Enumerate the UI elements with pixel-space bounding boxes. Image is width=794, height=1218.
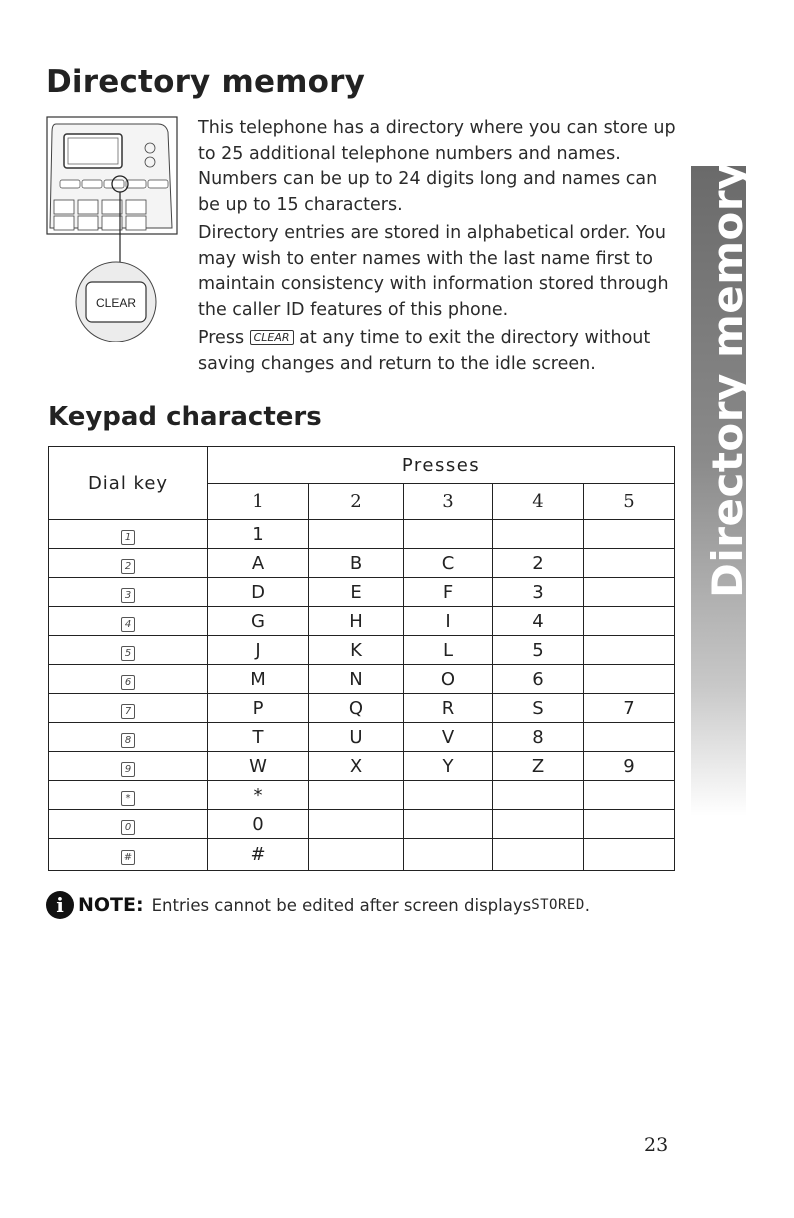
dial-key-cell (49, 781, 208, 810)
clear-key-icon: CLEAR (250, 330, 294, 345)
dial-key-cell (49, 810, 208, 839)
table-row (49, 810, 675, 839)
dial-key-icon: 0 (121, 820, 135, 835)
dial-key-icon: 9 (121, 762, 135, 777)
character-cell: Y (404, 752, 493, 781)
character-cell: F (404, 578, 493, 607)
character-cell (584, 578, 675, 607)
character-cell (309, 781, 404, 810)
character-cell (584, 665, 675, 694)
dial-key-cell (49, 520, 208, 549)
press-number-header: 3 (404, 484, 493, 520)
dial-key-icon: # (121, 850, 135, 865)
character-cell: M (208, 665, 309, 694)
character-cell: K (309, 636, 404, 665)
character-cell: W (208, 752, 309, 781)
table-row (49, 636, 675, 665)
dial-key-icon: 8 (121, 733, 135, 748)
character-cell (584, 781, 675, 810)
note: i NOTE: Entries cannot be edited after screen displays STORED . (46, 891, 590, 919)
character-cell: V (404, 723, 493, 752)
character-cell: P (208, 694, 309, 723)
character-cell: 5 (493, 636, 584, 665)
dial-key-icon: 3 (121, 588, 135, 603)
note-text: Entries cannot be edited after screen displays (151, 895, 532, 915)
press-number-header: 2 (309, 484, 404, 520)
page-number: 23 (644, 1134, 669, 1156)
character-cell: H (309, 607, 404, 636)
page-title: Directory memory (46, 64, 366, 100)
character-cell: C (404, 549, 493, 578)
character-cell (404, 810, 493, 839)
character-cell: O (404, 665, 493, 694)
character-cell (584, 549, 675, 578)
dial-key-icon: 2 (121, 559, 135, 574)
paragraph-capacity: This telephone has a directory where you can store up to 25 additional telephone numbers and names. Numbers can be up to 24 digits long and names can be up to 15 characters. (198, 118, 676, 215)
table-row (49, 781, 675, 810)
character-cell (584, 636, 675, 665)
character-cell: * (208, 781, 309, 810)
character-cell: L (404, 636, 493, 665)
character-cell: # (208, 839, 309, 871)
character-cell: 9 (584, 752, 675, 781)
character-cell (309, 810, 404, 839)
character-cell (309, 520, 404, 549)
dial-key-icon: 7 (121, 704, 135, 719)
dial-key-cell (49, 694, 208, 723)
note-display-word: STORED (531, 897, 585, 913)
character-cell (404, 781, 493, 810)
character-cell: 0 (208, 810, 309, 839)
character-cell: A (208, 549, 309, 578)
character-cell: J (208, 636, 309, 665)
character-cell (584, 607, 675, 636)
character-cell (493, 839, 584, 871)
dial-key-cell (49, 665, 208, 694)
table-row (49, 839, 675, 871)
character-cell: 3 (493, 578, 584, 607)
character-cell: D (208, 578, 309, 607)
dial-key-cell (49, 839, 208, 871)
section-title: Keypad characters (48, 402, 322, 432)
keypad-characters-table (48, 446, 675, 871)
character-cell (584, 839, 675, 871)
character-cell (584, 723, 675, 752)
side-tab-label: Directory memory (703, 162, 752, 598)
paragraph-order: Directory entries are stored in alphabetical order. You may wish to enter names with the last name first to maintain consistency with information stored through the caller ID features of this phone. (198, 223, 669, 320)
phone-keypad-illustration (46, 116, 178, 342)
table-row (49, 665, 675, 694)
character-cell (493, 810, 584, 839)
character-cell: 1 (208, 520, 309, 549)
dial-key-cell (49, 723, 208, 752)
note-label: NOTE: (78, 894, 144, 916)
character-cell (584, 520, 675, 549)
dial-key-icon: 5 (121, 646, 135, 661)
press-number-header: 4 (493, 484, 584, 520)
character-cell: 2 (493, 549, 584, 578)
character-cell: 4 (493, 607, 584, 636)
table-row (49, 607, 675, 636)
dial-key-cell (49, 549, 208, 578)
character-cell: I (404, 607, 493, 636)
presses-header: Presses (208, 447, 675, 484)
character-cell: Z (493, 752, 584, 781)
info-icon: i (46, 891, 74, 919)
character-cell: G (208, 607, 309, 636)
character-cell (404, 839, 493, 871)
dial-key-cell (49, 752, 208, 781)
character-cell (493, 781, 584, 810)
character-cell: B (309, 549, 404, 578)
paragraph-exit: Press CLEAR at any time to exit the directory without saving changes and return to the idle screen. (198, 328, 651, 374)
character-cell (493, 520, 584, 549)
dial-key-icon: * (121, 791, 135, 806)
character-cell: S (493, 694, 584, 723)
table-row (49, 752, 675, 781)
dial-key-icon: 4 (121, 617, 135, 632)
clear-key-label: CLEAR (95, 296, 137, 310)
character-cell: R (404, 694, 493, 723)
character-cell: T (208, 723, 309, 752)
dial-key-header: Dial key (49, 447, 208, 520)
body-text (198, 116, 684, 380)
press-number-header: 5 (584, 484, 675, 520)
character-cell: U (309, 723, 404, 752)
character-cell: N (309, 665, 404, 694)
character-cell: E (309, 578, 404, 607)
dial-key-cell (49, 578, 208, 607)
character-cell (404, 520, 493, 549)
character-cell: X (309, 752, 404, 781)
table-row (49, 549, 675, 578)
character-cell (309, 839, 404, 871)
dial-key-icon: 1 (121, 530, 135, 545)
character-cell: 6 (493, 665, 584, 694)
character-cell: 8 (493, 723, 584, 752)
dial-key-cell (49, 636, 208, 665)
character-cell (584, 810, 675, 839)
dial-key-cell (49, 607, 208, 636)
dial-key-icon: 6 (121, 675, 135, 690)
table-row (49, 694, 675, 723)
character-cell: Q (309, 694, 404, 723)
table-row (49, 578, 675, 607)
character-cell: 7 (584, 694, 675, 723)
press-number-header: 1 (208, 484, 309, 520)
table-row (49, 520, 675, 549)
table-row (49, 723, 675, 752)
